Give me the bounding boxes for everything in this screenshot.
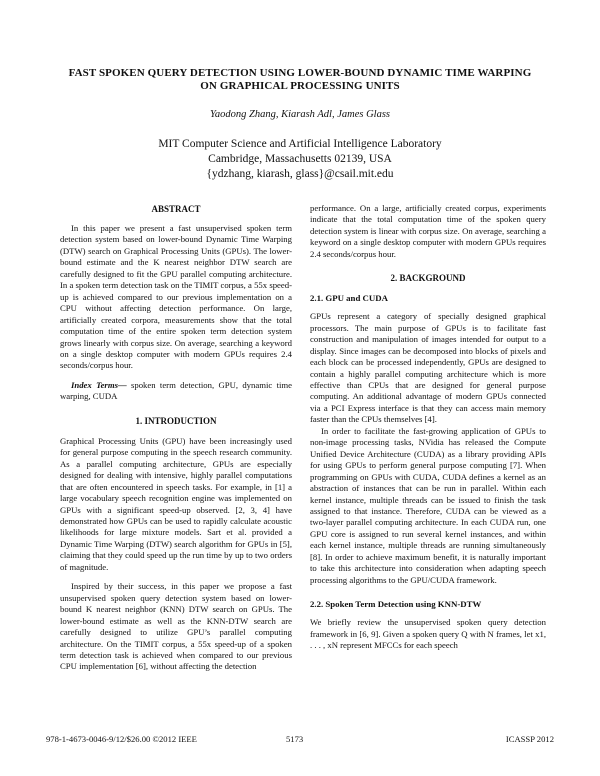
affiliation-line-3: {ydzhang, kiarash, glass}@csail.mit.edu [206, 168, 394, 180]
footer-page-number: 5173 [286, 734, 304, 744]
intro-paragraph-1: Graphical Processing Units (GPU) have been increasingly used for general purpose computing in the speech research community. As a parallel computing architecture, GPUs are especially designed for dealing with intensive, highly parallel computations that are often encountered in speech tasks. For example, in [1] a large vocabulary speech recognition engine was implemented on GPUs with a significant speed-up observed. [2, 3, 4] have demonstrated how GPUs can be used to rapidly calculate acoustic likelihoods for large mixture models. Sart et al. provided a Dynamic Time Warping (DTW) search algorithm for GPUs in [5], claiming that they could speed up the run time by up to two orders of magnitude. [60, 435, 292, 572]
paper-title [40, 67, 560, 93]
author-list: Yaodong Zhang, Kiarash Adl, James Glass [210, 109, 390, 120]
intro-heading: 1. INTRODUCTION [135, 415, 217, 426]
background-heading: 2. BACKGROUND [390, 273, 466, 284]
knn-dtw-heading: 2.2. Spoken Term Detection using KNN-DTW [310, 599, 482, 610]
left-column [60, 204, 292, 673]
abstract-text: In this paper we present a fast unsupervised spoken term detection system based on lower-bound Dynamic Time Warping (DTW) search on Graphical Processing Units (GPUs). The lower-bound estimate and the K nearest neighbor DTW search are carefully designed to fit the GPU parallel computing architecture. In a spoken term detection task on the TIMIT corpus, a 55x speed-up is achieved compared to our previous implementation on a CPU without affecting detection performance. On large, artificially created corpora, measurements show that the total computation time of the entire spoken term detection system grows linearly with corpus size. On average, searching a keyword on a single desktop computer with modern GPUs requires 2.4 seconds/corpus hour. [60, 223, 292, 371]
knn-dtw-paragraph-1: We briefly review the unsupervised spoken query detection framework in [6, 9]. Given a spoken query Q with N frames, let x1, . . . , xN represent MFCCs for each speech [310, 617, 546, 651]
title-line-1: FAST SPOKEN QUERY DETECTION USING LOWER-BOUND DYNAMIC TIME WARPING [68, 67, 532, 79]
intro-paragraph-2: Inspired by their success, in this paper we propose a fast unsupervised spoken query detection system based on lower-bound K nearest neighbor (KNN) DTW search on GPUs. The lower-bound estimate as well as the KNN-DTW search are carefully designed to utilize GPU’s parallel computing architecture. On the TIMIT corpus, a 55x speed-up of a spoken term detection task is achieved when compared to our previous CPU implementation [6], without affecting the detection [60, 581, 292, 672]
affiliation-line-2: Cambridge, Massachusetts 02139, USA [208, 153, 392, 165]
affiliation-line-1: MIT Computer Science and Artificial Intelligence Laboratory [158, 138, 442, 150]
affiliation [40, 137, 560, 182]
index-terms-text: spoken term detection, GPU, dynamic time warping, CUDA [60, 379, 293, 402]
right-column [310, 203, 546, 652]
gpu-cuda-paragraph-1: GPUs represent a category of specially designed graphical processors. The main purpose of GPUs is to facilitate fast construction and manipulation of images intended for output to a display. Since images can be decomposed into blocks of pixels and each block can be processed independently, GPUs are designed to contain a highly parallel computing architecture which is more effective than CPUs that are designed for general purpose computing. An additional advantage of modern GPUs connected via a PCI Express interface is that they can access main memory faster than the CPUs themselves [4]. [310, 311, 546, 425]
title-line-2: ON GRAPHICAL PROCESSING UNITS [200, 80, 400, 92]
gpu-cuda-paragraph-2: In order to facilitate the fast-growing application of GPUs to non-image processing tasks, NVidia has released the Compute Unified Device Architecture (CUDA) as a library providing APIs for using GPUs to perform general purpose computing [7]. When programming on GPUs with CUDA, CUDA defines a kernel as an abstraction of instances that can be run in parallel. Within each kernel instance, multiple threads can be issued to finish the task assigned to that instance. Therefore, CUDA can be viewed as a two-layer parallel computing architecture. In each CUDA run, one GPU core is assigned to run several kernel instances, and within each kernel instance, multiple threads are running simultaneously [8]. In order to achieve maximum benefit, it is naturally important to take this architecture into consideration when adapting speech processing algorithms to the GPU/CUDA framework. [310, 425, 546, 585]
index-terms-label: Index Terms— [71, 379, 127, 390]
abstract-heading: ABSTRACT [151, 204, 201, 214]
gpu-cuda-heading: 2.1. GPU and CUDA [310, 293, 388, 304]
intro-continuation: performance. On a large, artificially created corpus, experiments indicate that the total computation time of the spoken query detection system is linear with corpus size. On average, searching a keyword on a single desktop computer with modern GPUs requires 2.4 seconds/corpus hour. [310, 203, 546, 259]
index-terms [60, 380, 292, 403]
footer-conference: ICASSP 2012 [505, 734, 554, 744]
footer-copyright: 978-1-4673-0046-9/12/$26.00 ©2012 IEEE [46, 734, 197, 744]
